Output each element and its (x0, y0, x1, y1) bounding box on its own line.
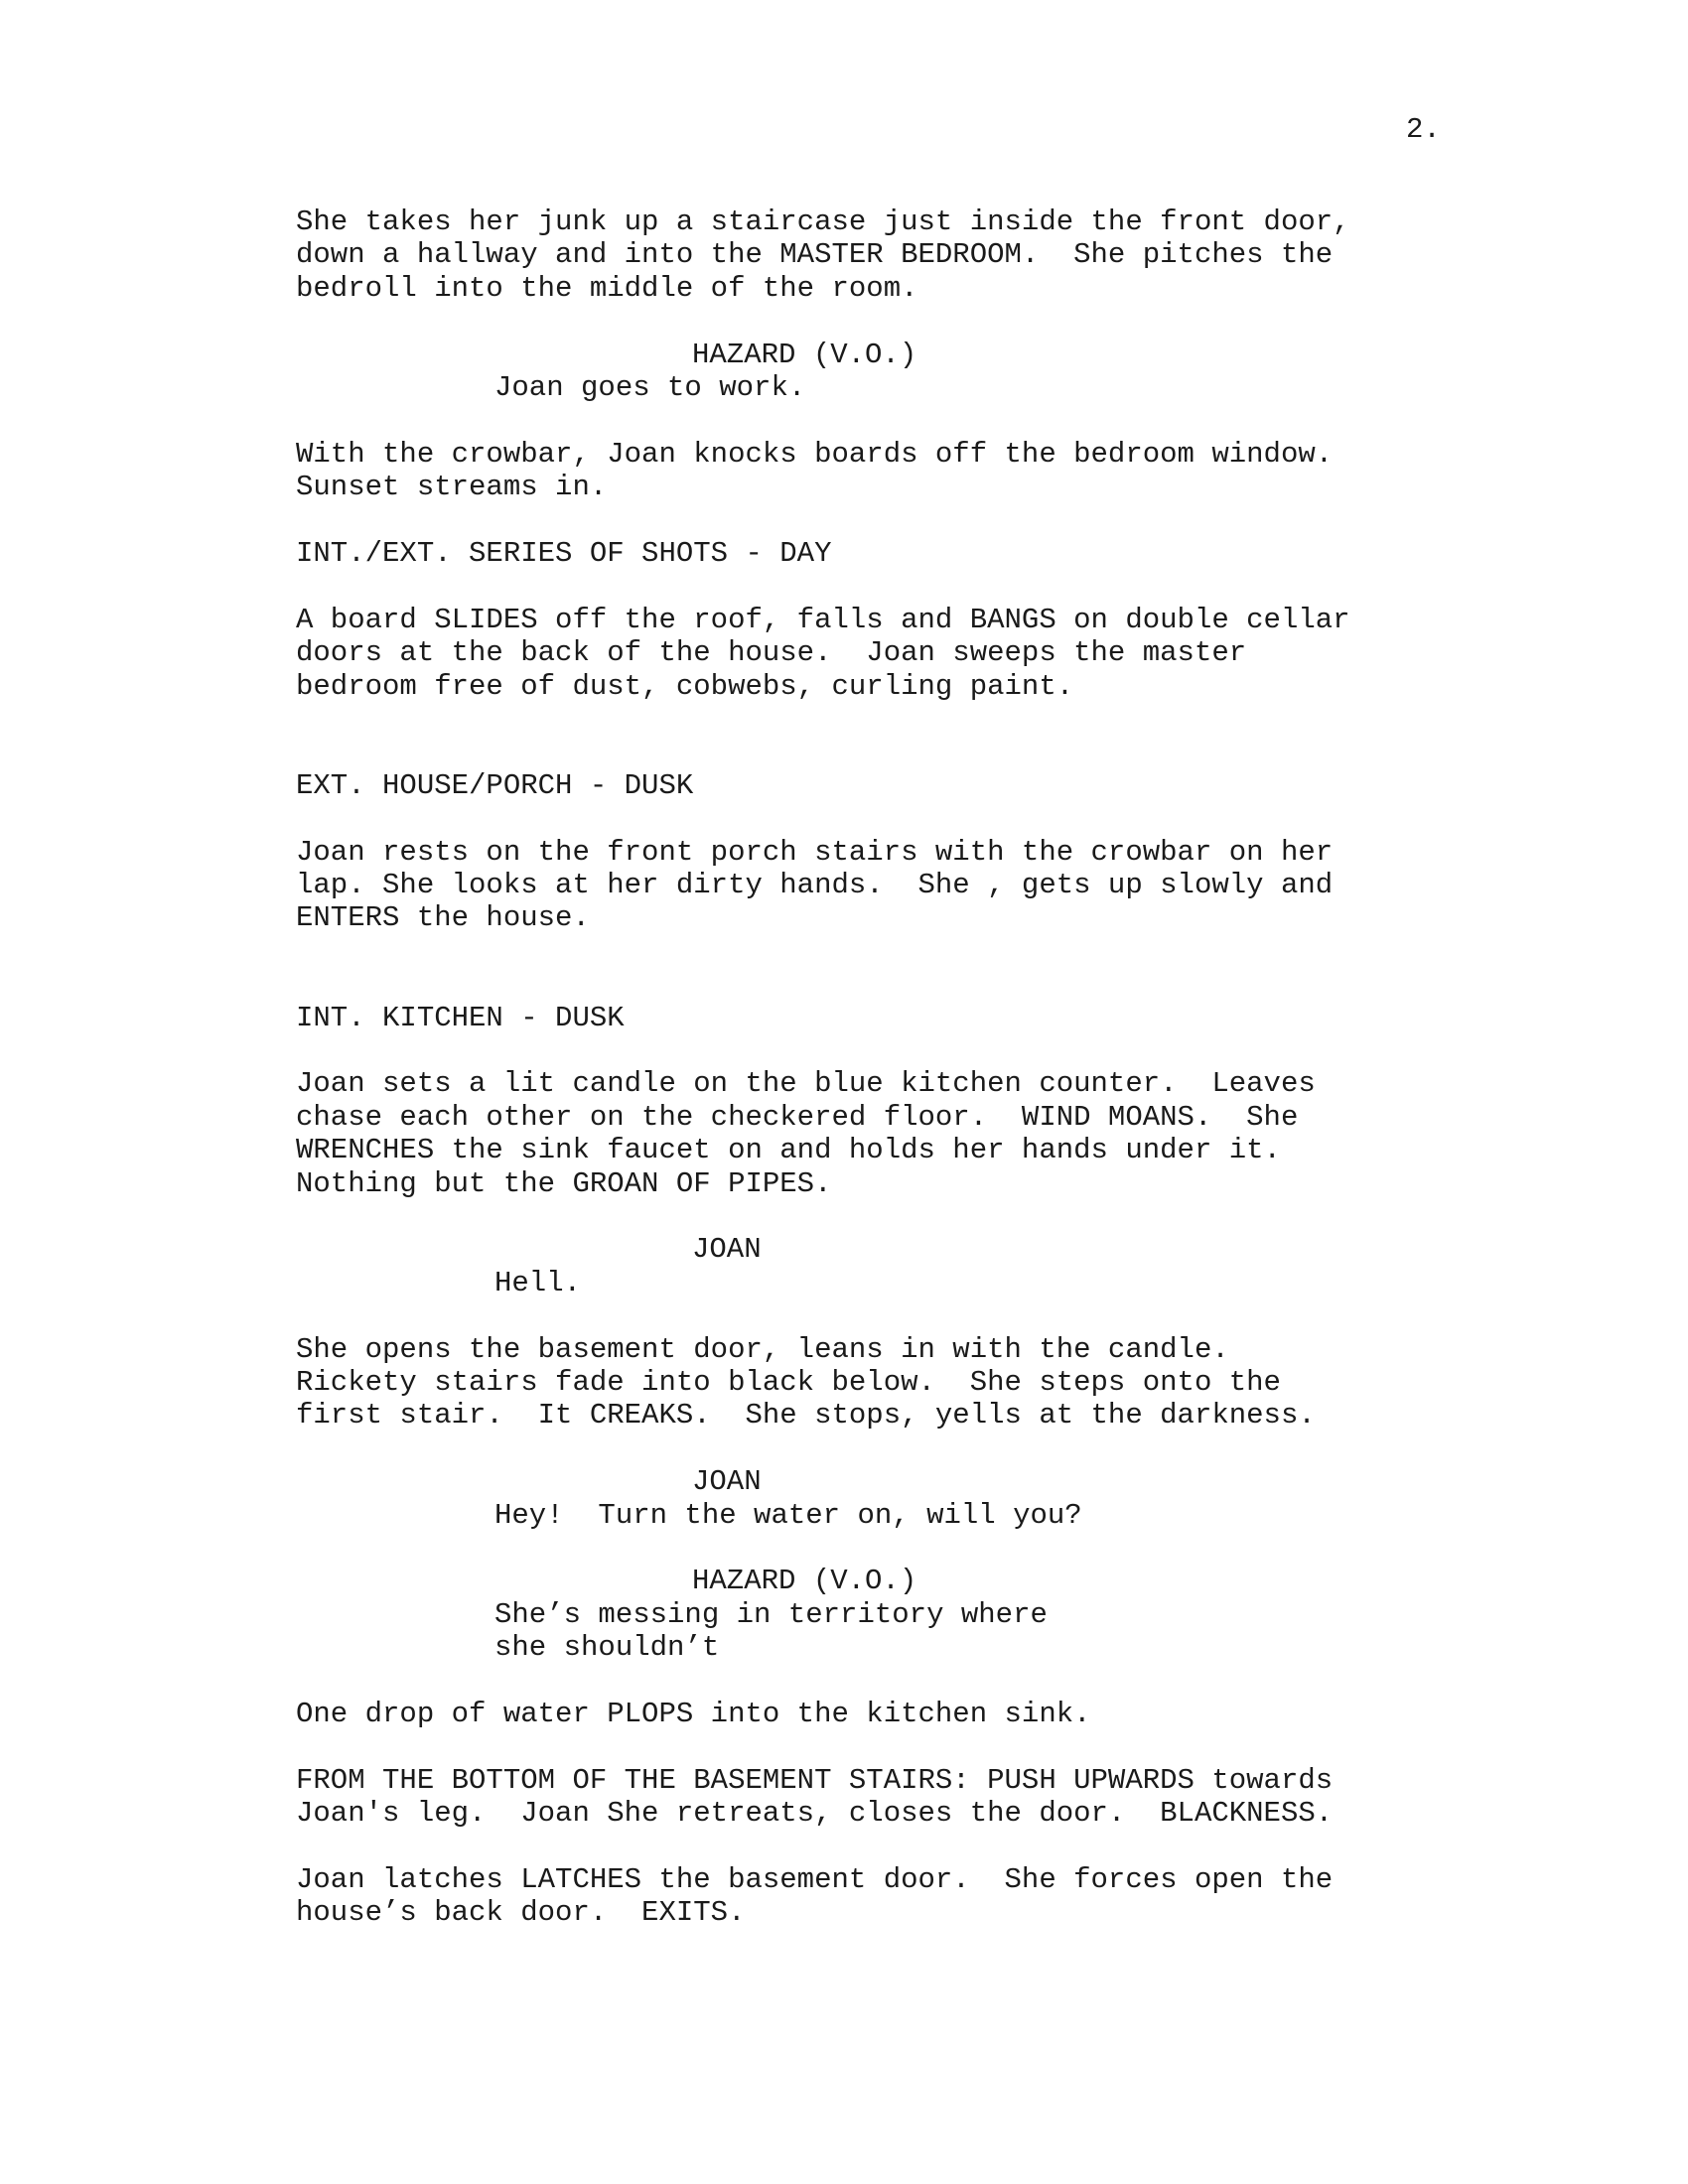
action-paragraph: Joan rests on the front porch stairs with the crowbar on her lap. She looks at her dirty hands. She , gets up slowly and ENTERS the house. (296, 835, 1334, 935)
scene-heading: EXT. HOUSE/PORCH - DUSK (296, 768, 694, 802)
action-paragraph: She takes her junk up a staircase just inside the front door, down a hallway and into the MASTER BEDROOM. She pitches the bedroll into the middle of the room. (296, 205, 1350, 305)
dialogue-line: Hell. (494, 1266, 582, 1299)
script-body (296, 205, 1507, 1930)
dialogue-line: Hey! Turn the water on, will you? (494, 1498, 1082, 1532)
character-cue: HAZARD (V.O.) (692, 338, 917, 371)
dialogue-line: She’s messing in territory where she shouldn’t (494, 1597, 1048, 1665)
scene-heading: INT./EXT. SERIES OF SHOTS - DAY (296, 537, 832, 571)
scene-heading: INT. KITCHEN - DUSK (296, 1001, 625, 1034)
action-paragraph: With the crowbar, Joan knocks boards off the bedroom window. Sunset streams in. (296, 437, 1334, 504)
character-cue: JOAN (692, 1465, 762, 1499)
action-paragraph: Joan latches LATCHES the basement door. She forces open the house’s back door. EXITS. (296, 1863, 1334, 1930)
action-paragraph: One drop of water PLOPS into the kitchen sink. (296, 1698, 1091, 1731)
dialogue-line: Joan goes to work. (494, 371, 806, 405)
character-cue: HAZARD (V.O.) (692, 1565, 917, 1598)
action-paragraph: Joan sets a lit candle on the blue kitchen counter. Leaves chase each other on the checkered floor. WIND MOANS. She WRENCHES the sink faucet on and holds her hands under it. Nothing but the GROAN OF PIPES. (296, 1067, 1316, 1200)
action-paragraph: She opens the basement door, leans in with the candle. Rickety stairs fade into black below. She steps onto the first stair. It CREAKS. She stops, yells at the darkness. (296, 1332, 1316, 1433)
character-cue: JOAN (692, 1233, 762, 1267)
action-paragraph: FROM THE BOTTOM OF THE BASEMENT STAIRS: PUSH UPWARDS towards Joan's leg. Joan She retreats, closes the door. BLACKNESS. (296, 1763, 1334, 1831)
page-number: 2. (1406, 113, 1441, 146)
action-paragraph: A board SLIDES off the roof, falls and BANGS on double cellar doors at the back of the house. Joan sweeps the master bedroom free of dust, cobwebs, curling paint. (296, 603, 1350, 703)
